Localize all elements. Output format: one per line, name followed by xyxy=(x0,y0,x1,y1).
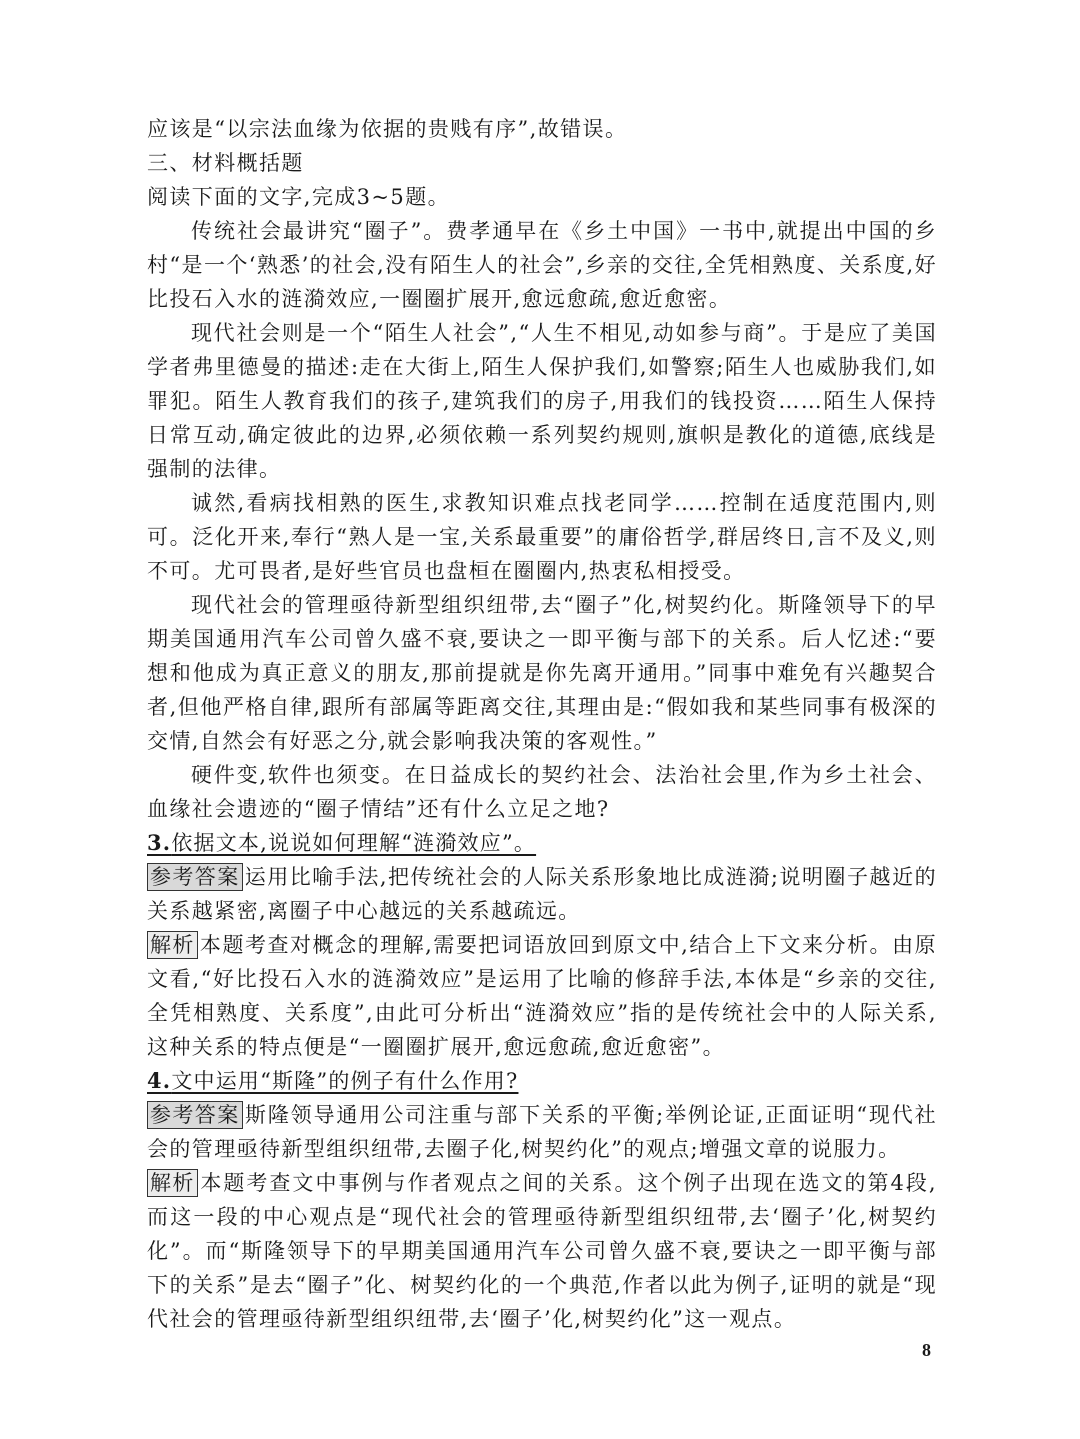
document-page xyxy=(147,112,937,1336)
analysis-tag: 解析 xyxy=(147,931,198,959)
question-3 xyxy=(147,826,937,860)
question-3-answer-text: 运用比喻手法,把传统社会的人际关系形象地比成涟漪;说明圈子越近的关系越紧密,离圈子中心越远的关系越疏远。 xyxy=(147,865,937,923)
question-4-analysis xyxy=(147,1166,937,1336)
answer-tag: 参考答案 xyxy=(147,1101,243,1129)
passage-paragraph-5: 硬件变,软件也须变。在日益成长的契约社会、法治社会里,作为乡土社会、血缘社会遗迹的“圈子情结”还有什么立足之地? xyxy=(147,763,937,821)
question-4-answer xyxy=(147,1098,937,1166)
page-number: 8 xyxy=(922,1340,931,1360)
analysis-tag: 解析 xyxy=(147,1169,198,1197)
answer-tag: 参考答案 xyxy=(147,863,243,891)
passage-paragraph-2: 现代社会则是一个“陌生人社会”,“人生不相见,动如参与商”。于是应了美国学者弗里德曼的描述:走在大街上,陌生人保护我们,如警察;陌生人也威胁我们,如罪犯。陌生人教育我们的孩子,建筑我们的房子,用我们的钱投资……陌生人保持日常互动,确定彼此的边界,必须依赖一系列契约规则,旗帜是教化的道德,底线是强制的法律。 xyxy=(147,321,937,481)
question-4-number: 4. xyxy=(147,1068,172,1093)
passage-paragraph-4: 现代社会的管理亟待新型组织纽带,去“圈子”化,树契约化。斯隆领导下的早期美国通用汽车公司曾久盛不衰,要诀之一即平衡与部下的关系。后人忆述:“要想和他成为真正意义的朋友,那前提就是你先离开通用。”同事中难免有兴趣契合者,但他严格自律,跟所有部属等距离交往,其理由是:“假如我和某些同事有极深的交情,自然会有好恶之分,就会影响我决策的客观性。” xyxy=(147,593,937,753)
question-3-answer xyxy=(147,860,937,928)
passage-paragraph-1: 传统社会最讲究“圈子”。费孝通早在《乡土中国》一书中,就提出中国的乡村“是一个‘熟悉’的社会,没有陌生人的社会”,乡亲的交往,全凭相熟度、关系度,好比投石入水的涟漪效应,一圈圈扩展开,愈远愈疏,愈近愈密。 xyxy=(147,219,937,311)
reading-instruction: 阅读下面的文字,完成3~5题。 xyxy=(147,185,450,209)
question-3-text: 依据文本,说说如何理解“涟漪效应”。 xyxy=(171,831,537,855)
question-4-answer-text: 斯隆领导通用公司注重与部下关系的平衡;举例论证,正面证明“现代社会的管理亟待新型组织纽带,去圈子化,树契约化”的观点;增强文章的说服力。 xyxy=(147,1103,937,1161)
question-4 xyxy=(147,1064,937,1098)
section-title: 三、材料概括题 xyxy=(147,151,304,175)
question-4-analysis-text: 本题考查文中事例与作者观点之间的关系。这个例子出现在选文的第4段,而这一段的中心观点是“现代社会的管理亟待新型组织纽带,去‘圈子’化,树契约化”。而“斯隆领导下的早期美国通用汽车公司曾久盛不衰,要诀之一即平衡与部下的关系”是去“圈子”化、树契约化的一个典范,作者以此为例子,证明的就是“现代社会的管理亟待新型组织纽带,去‘圈子’化,树契约化”这一观点。 xyxy=(147,1171,937,1331)
question-3-analysis xyxy=(147,928,937,1064)
question-4-text: 文中运用“斯隆”的例子有什么作用? xyxy=(171,1069,519,1093)
passage-paragraph-3: 诚然,看病找相熟的医生,求教知识难点找老同学……控制在适度范围内,则可。泛化开来,奉行“熟人是一宝,关系最重要”的庸俗哲学,群居终日,言不及义,则不可。尤可畏者,是好些官员也盘桓在圈圈内,热衷私相授受。 xyxy=(147,491,937,583)
previous-answer-line: 应该是“以宗法血缘为依据的贵贱有序”,故错误。 xyxy=(147,117,628,141)
question-3-analysis-text: 本题考查对概念的理解,需要把词语放回到原文中,结合上下文来分析。由原文看,“好比投石入水的涟漪效应”是运用了比喻的修辞手法,本体是“乡亲的交往,全凭相熟度、关系度”,由此可分析出“涟漪效应”指的是传统社会中的人际关系,这种关系的特点便是“一圈圈扩展开,愈远愈疏,愈近愈密”。 xyxy=(147,933,937,1059)
question-3-number: 3. xyxy=(147,830,172,855)
